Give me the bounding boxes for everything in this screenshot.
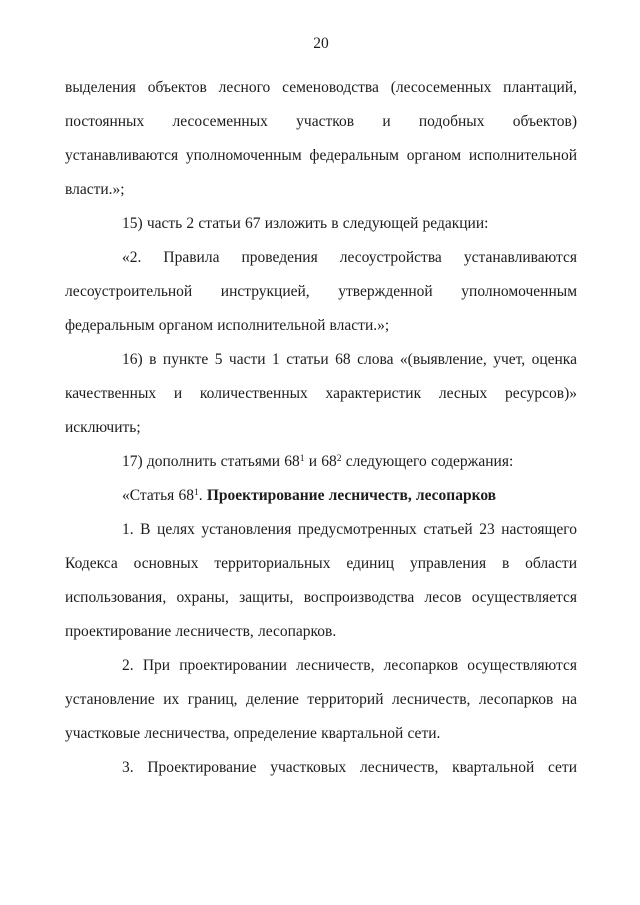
text-line — [65, 139, 577, 173]
item-15 — [65, 207, 577, 241]
text-line — [65, 377, 577, 411]
text-line — [65, 241, 577, 275]
article-68-1-part-1 — [65, 513, 577, 649]
text-segment: исключить; — [65, 419, 141, 436]
item-15-quoted-text — [65, 241, 577, 343]
text-segment: власти.»; — [65, 181, 125, 198]
text-line — [65, 683, 577, 717]
text-line — [65, 717, 577, 751]
text-segment: установление их границ, деление территорий лесничеств, лесопарков на — [65, 691, 577, 708]
article-68-1-part-2 — [65, 649, 577, 751]
superscript-text: 1 — [193, 486, 199, 498]
text-segment: проектирование лесничеств, лесопарков. — [65, 623, 337, 640]
text-line — [65, 105, 577, 139]
text-line — [65, 547, 577, 581]
text-segment: 3. Проектирование участковых лесничеств, квартальной сети — [122, 759, 577, 776]
text-line — [65, 751, 577, 785]
text-segment: использования, охраны, защиты, воспроизводства лесов осуществляется — [65, 589, 577, 606]
text-segment: Кодекса основных территориальных единиц управления в области — [65, 555, 577, 572]
superscript-text: 2 — [336, 452, 342, 464]
text-line — [65, 343, 577, 377]
text-segment: качественных и количественных характеристик лесных ресурсов)» — [65, 385, 577, 402]
text-segment: 2. При проектировании лесничеств, лесопарков осуществляются — [122, 657, 577, 674]
text-segment: и 68 — [304, 453, 337, 470]
text-segment: 16) в пункте 5 части 1 статьи 68 слова «(выявление, учет, оценка — [122, 351, 577, 368]
text-segment: 15) часть 2 статьи 67 изложить в следующей редакции: — [122, 215, 489, 232]
text-segment: участковые лесничества, определение квартальной сети. — [65, 725, 441, 742]
item-16 — [65, 343, 577, 445]
text-segment: 17) дополнить статьями 68 — [122, 453, 300, 470]
text-line — [65, 513, 577, 547]
article-68-1-heading — [65, 479, 577, 513]
article-68-1-part-3 — [65, 751, 577, 785]
text-segment: «2. Правила проведения лесоустройства устанавливаются — [122, 249, 577, 266]
text-line — [65, 649, 577, 683]
text-line — [65, 479, 577, 513]
text-segment: следующего содержания: — [341, 453, 514, 470]
text-segment: 1. В целях установления предусмотренных статьей 23 настоящего — [122, 521, 577, 538]
text-line — [65, 615, 577, 649]
bold-text: Проектирование лесничеств, лесопарков — [206, 487, 497, 504]
text-segment: выделения объектов лесного семеноводства (лесосеменных плантаций, — [65, 79, 577, 96]
text-line — [65, 173, 577, 207]
text-line — [65, 309, 577, 343]
text-line — [65, 275, 577, 309]
item-17 — [65, 445, 577, 479]
document-body — [65, 71, 577, 785]
text-line — [65, 445, 577, 479]
text-line — [65, 207, 577, 241]
text-segment: федеральным органом исполнительной власти.»; — [65, 317, 390, 334]
para-continuation-14 — [65, 71, 577, 207]
text-line — [65, 71, 577, 105]
page-number: 20 — [313, 35, 329, 52]
superscript-text: 1 — [299, 452, 305, 464]
text-segment: устанавливаются уполномоченным федеральным органом исполнительной — [65, 147, 577, 164]
text-segment: . — [198, 487, 207, 504]
text-segment: лесоустроительной инструкцией, утвержденной уполномоченным — [65, 283, 577, 300]
text-segment: постоянных лесосеменных участков и подобных объектов) — [65, 113, 577, 130]
text-line — [65, 581, 577, 615]
text-segment: «Статья 68 — [122, 487, 194, 504]
text-line — [65, 411, 577, 445]
